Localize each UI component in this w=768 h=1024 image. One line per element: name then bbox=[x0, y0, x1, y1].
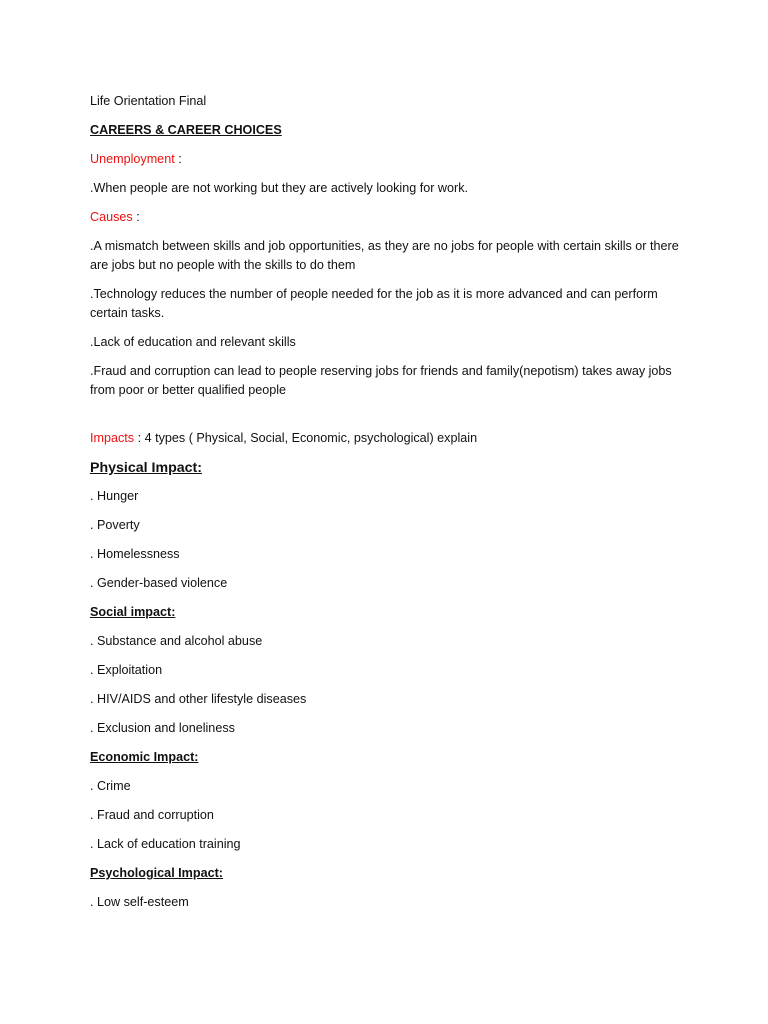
cause-item: .Technology reduces the number of people needed for the job as it is more advanced and can perform certain tasks. bbox=[90, 287, 658, 320]
unemployment-colon: : bbox=[174, 152, 182, 166]
section-heading-careers: CAREERS & CAREER CHOICES bbox=[90, 123, 282, 137]
unemployment-definition: .When people are not working but they are actively looking for work. bbox=[90, 181, 469, 195]
document-page bbox=[90, 92, 680, 922]
causes-label: Causes bbox=[90, 210, 133, 224]
psychological-impact-heading: Psychological Impact: bbox=[90, 866, 223, 880]
economic-impact-item: . Crime bbox=[90, 779, 131, 793]
impacts-text: : 4 types ( Physical, Social, Economic, psychological) explain bbox=[134, 431, 478, 445]
physical-impact-item: . Hunger bbox=[90, 489, 139, 503]
social-impact-item: . Exploitation bbox=[90, 663, 163, 677]
unemployment-label-line bbox=[90, 150, 680, 169]
psychological-impact-item: . Low self-esteem bbox=[90, 895, 189, 909]
social-impact-item: . Substance and alcohol abuse bbox=[90, 634, 263, 648]
cause-item: .A mismatch between skills and job opportunities, as they are no jobs for people with certain skills or there are jobs but no people with the skills to do them bbox=[90, 239, 679, 272]
physical-impact-heading: Physical Impact: bbox=[90, 460, 202, 476]
social-impact-heading: Social impact: bbox=[90, 605, 176, 619]
social-impact-item: . Exclusion and loneliness bbox=[90, 721, 235, 735]
impacts-label: Impacts bbox=[90, 431, 135, 445]
social-impact-item: . HIV/AIDS and other lifestyle diseases bbox=[90, 692, 307, 706]
economic-impact-item: . Fraud and corruption bbox=[90, 808, 214, 822]
physical-impact-item: . Poverty bbox=[90, 518, 140, 532]
physical-impact-item: . Gender-based violence bbox=[90, 576, 228, 590]
economic-impact-heading: Economic Impact: bbox=[90, 750, 199, 764]
causes-label-line bbox=[90, 208, 680, 227]
physical-impact-item: . Homelessness bbox=[90, 547, 180, 561]
economic-impact-item: . Lack of education training bbox=[90, 837, 241, 851]
causes-colon: : bbox=[132, 210, 140, 224]
document-title: Life Orientation Final bbox=[90, 94, 207, 108]
cause-item: .Lack of education and relevant skills bbox=[90, 335, 296, 349]
impacts-line bbox=[90, 429, 680, 448]
unemployment-label: Unemployment bbox=[90, 152, 175, 166]
cause-item: .Fraud and corruption can lead to people reserving jobs for friends and family(nepotism) takes away jobs from poor or better qualified people bbox=[90, 364, 672, 397]
